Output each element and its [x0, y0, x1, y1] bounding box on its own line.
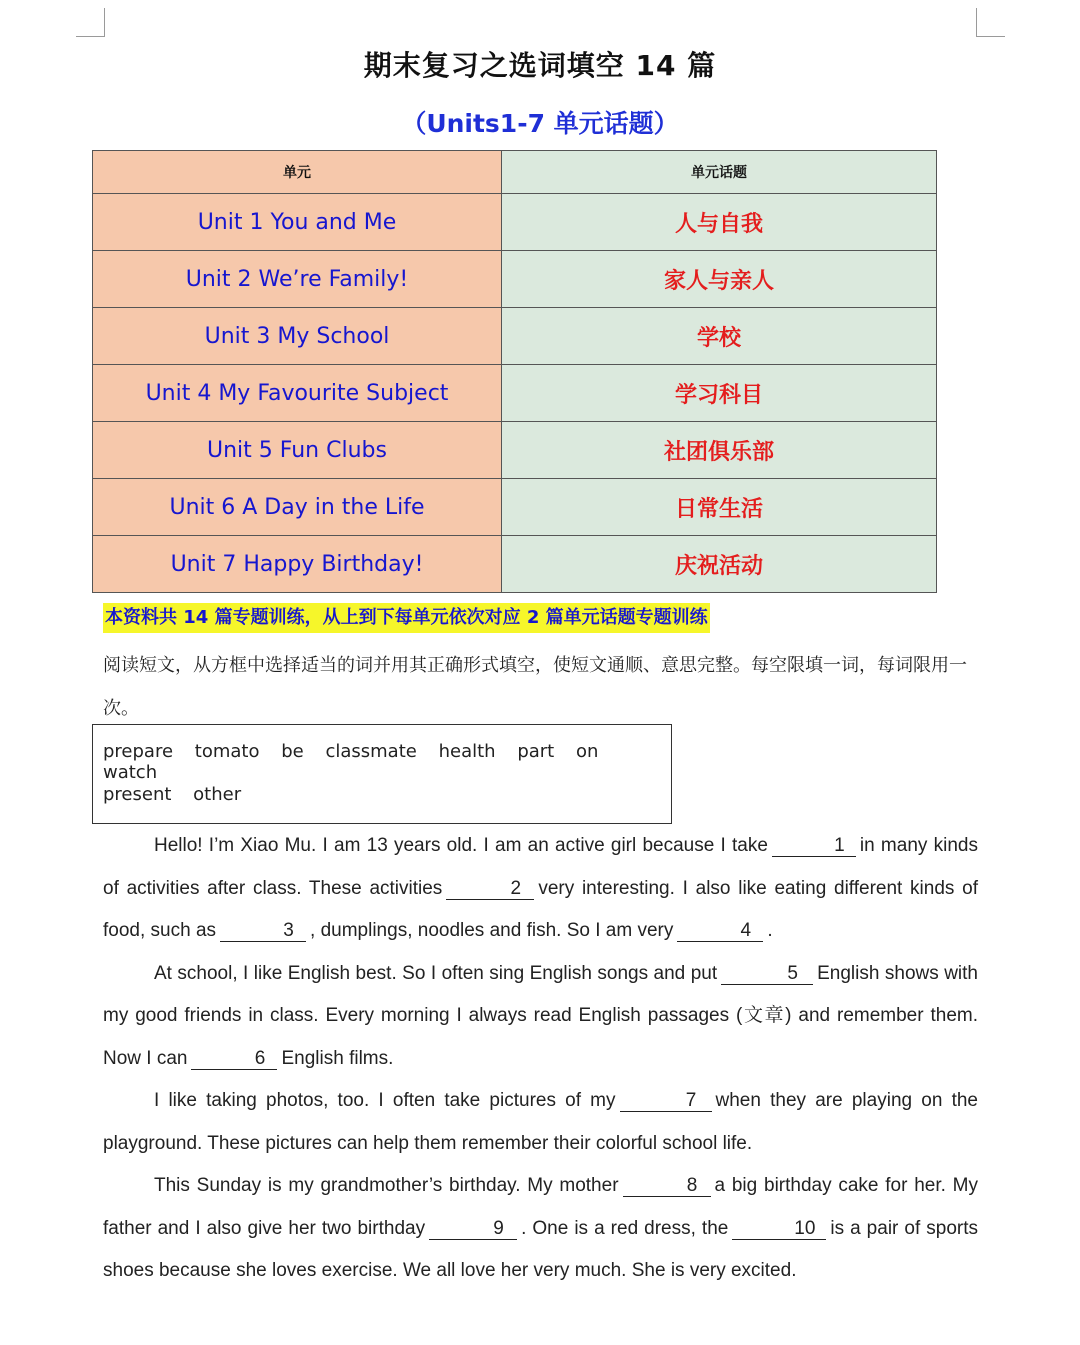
- highlighted-note: 本资料共 14 篇专题训练，从上到下每单元依次对应 2 篇单元话题专题训练: [103, 603, 710, 633]
- table-row: [93, 479, 937, 536]
- table-row: [93, 365, 937, 422]
- blank-4[interactable]: 4: [677, 921, 763, 942]
- passage-text: . One is a red dress, the: [521, 1217, 729, 1239]
- page-corner-mark-left: [76, 8, 105, 37]
- unit-cell: Unit 3 My School: [93, 308, 502, 365]
- blank-7[interactable]: 7: [620, 1091, 712, 1112]
- topic-cell: 日常生活: [502, 479, 937, 536]
- page-subtitle: （Units1-7 单元话题）: [401, 109, 679, 138]
- passage-text: .: [767, 920, 773, 941]
- table-row: [93, 308, 937, 365]
- word-option: present: [103, 784, 172, 805]
- blank-3[interactable]: 3: [220, 921, 306, 942]
- topic-cell: 庆祝活动: [502, 536, 937, 593]
- passage-text: At school, I like English best. So I often sing English songs and put: [154, 962, 718, 984]
- page-title: 期末复习之选词填空 14 篇: [363, 49, 717, 82]
- table-row: [93, 422, 937, 479]
- word-option: classmate: [325, 741, 417, 762]
- word-option: be: [281, 741, 304, 762]
- blank-10[interactable]: 10: [732, 1219, 826, 1240]
- exercise-instruction: 阅读短文，从方框中选择适当的词并用其正确形式填空，使短文通顺、意思完整。每空限填一词，每词限用一次。: [103, 655, 967, 719]
- blank-9[interactable]: 9: [429, 1219, 517, 1240]
- word-bank-line: [103, 741, 671, 783]
- table-row: [93, 194, 937, 251]
- passage-text: , dumplings, noodles and fish. So I am very: [310, 920, 674, 941]
- unit-cell: Unit 1 You and Me: [93, 194, 502, 251]
- topic-cell: 家人与亲人: [502, 251, 937, 308]
- word-option: other: [193, 784, 242, 805]
- passage-paragraph: [103, 1080, 978, 1165]
- passage-text: is a pair of sports shoes because she loves exercise. We all love her very much. She is very excited.: [103, 1217, 979, 1281]
- passage-paragraph: [103, 953, 978, 1081]
- word-option: part: [517, 741, 555, 762]
- reading-passage: [103, 825, 978, 1293]
- passage-text: a big birthday cake for her. My father and I also give her two birthday: [103, 1175, 979, 1239]
- passage-text: when they are playing on the playground. These pictures can help them remember their colorful school life.: [103, 1090, 978, 1154]
- word-bank-line: [103, 784, 257, 805]
- word-option: prepare: [103, 741, 174, 762]
- blank-8[interactable]: 8: [623, 1176, 711, 1197]
- unit-cell: Unit 4 My Favourite Subject: [93, 365, 502, 422]
- topic-cell: 学校: [502, 308, 937, 365]
- header-topic: 单元话题: [502, 151, 937, 194]
- passage-text: English films.: [281, 1047, 394, 1069]
- passage-text: very interesting. I also like eating different kinds of food, such as: [103, 877, 978, 941]
- passage-text: I like taking photos, too. I often take pictures of my: [154, 1090, 616, 1111]
- passage-text: Hello! I’m Xiao Mu. I am 13 years old. I am an active girl because I take: [154, 835, 768, 856]
- page-corner-mark-right: [976, 8, 1005, 37]
- header-unit: 单元: [93, 151, 502, 194]
- table-header-row: [93, 151, 937, 194]
- unit-cell: Unit 5 Fun Clubs: [93, 422, 502, 479]
- unit-cell: Unit 6 A Day in the Life: [93, 479, 502, 536]
- blank-6[interactable]: 6: [191, 1049, 277, 1070]
- table-row: [93, 536, 937, 593]
- blank-5[interactable]: 5: [721, 964, 813, 985]
- unit-cell: Unit 2 We’re Family!: [93, 251, 502, 308]
- topic-cell: 学习科目: [502, 365, 937, 422]
- topic-cell: 社团俱乐部: [502, 422, 937, 479]
- passage-text: in many kinds of activities after class. These activities: [103, 835, 978, 899]
- table-row: [93, 251, 937, 308]
- word-option: on: [575, 741, 599, 762]
- word-option: watch: [103, 762, 158, 783]
- blank-2[interactable]: 2: [446, 879, 534, 900]
- passage-text: This Sunday is my grandmother’s birthday. My mother: [154, 1175, 619, 1196]
- passage-text: English shows with my good friends in class. Every morning I always read English passages (文章) and remember them. Now I can: [103, 962, 978, 1069]
- units-topic-table: [92, 150, 937, 593]
- topic-cell: 人与自我: [502, 194, 937, 251]
- blank-1[interactable]: 1: [772, 836, 856, 857]
- word-option: tomato: [194, 741, 260, 762]
- word-option: health: [438, 741, 496, 762]
- passage-paragraph: [103, 1165, 978, 1293]
- unit-cell: Unit 7 Happy Birthday!: [93, 536, 502, 593]
- word-bank-box: [92, 724, 672, 824]
- passage-paragraph: [103, 825, 978, 953]
